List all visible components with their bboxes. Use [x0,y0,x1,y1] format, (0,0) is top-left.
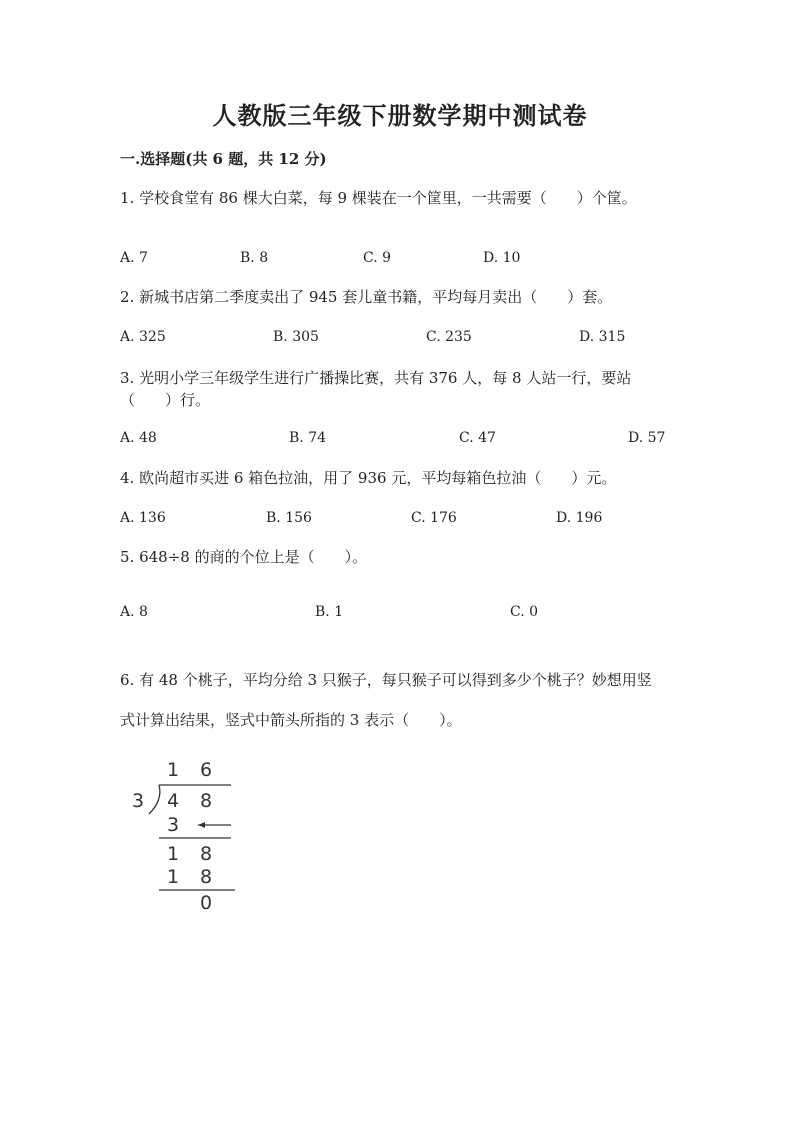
long-division-figure [125,752,245,912]
question-2: 2. 新城书店第二季度卖出了 945 套儿童书籍，平均每月卖出（ ）套。 [120,288,613,306]
dividend-digit-ones: 8 [200,790,213,812]
remainder-digit-ones: 8 [200,843,213,865]
question-1: 1. 学校食堂有 86 棵大白菜，每 9 棵装在一个筐里，一共需要（ ）个筐。 [120,189,637,207]
final-remainder: 0 [200,892,213,912]
section-heading: 一.选择题(共 6 题，共 12 分) [120,150,327,168]
q2-option-d[interactable]: D. 315 [579,329,626,345]
question-3-line1: 3. 光明小学三年级学生进行广播操比赛，共有 376 人，每 8 人站一行，要站 [120,369,632,387]
q1-option-c[interactable]: C. 9 [363,250,392,266]
dividend-digit-tens: 4 [167,790,180,812]
paper-title: 人教版三年级下册数学期中测试卷 [212,101,588,130]
q3-option-c[interactable]: C. 47 [459,430,496,446]
q4-option-c[interactable]: C. 176 [411,510,457,526]
step1-product: 3 [167,814,180,836]
divisor: 3 [132,790,145,812]
question-6 [120,660,690,740]
subtract-digit-tens: 1 [167,866,180,888]
q3-option-b[interactable]: B. 74 [289,430,327,446]
q5-option-c[interactable]: C. 0 [510,604,539,620]
quotient-digit-ones: 6 [200,759,213,781]
question-6-line2: 式计算出结果，竖式中箭头所指的 3 表示（ ）。 [120,711,462,729]
question-6-line1: 6. 有 48 个桃子，平均分给 3 只猴子，每只猴子可以得到多少个桃子？妙想用竖 [120,671,652,689]
question-4: 4. 欧尚超市买进 6 箱色拉油，用了 936 元，平均每箱色拉油（ ）元。 [120,469,617,487]
q5-option-b[interactable]: B. 1 [315,604,344,620]
q5-option-a[interactable]: A. 8 [120,604,148,620]
question-3-line2: （ ）行。 [120,391,211,409]
q3-option-d[interactable]: D. 57 [628,430,666,446]
q4-option-b[interactable]: B. 156 [266,510,312,526]
q4-option-d[interactable]: D. 196 [556,510,603,526]
q1-option-a[interactable]: A. 7 [120,250,148,266]
remainder-digit-tens: 1 [167,843,180,865]
division-bracket [149,785,160,814]
q1-option-b[interactable]: B. 8 [240,250,269,266]
q2-option-c[interactable]: C. 235 [426,329,472,345]
arrow-icon [198,822,231,828]
quotient-digit-tens: 1 [167,759,180,781]
q4-option-a[interactable]: A. 136 [120,510,166,526]
question-5: 5. 648÷8 的商的个位上是（ ）。 [120,548,368,566]
q3-option-a[interactable]: A. 48 [120,430,157,446]
q1-option-d[interactable]: D. 10 [483,250,521,266]
subtract-digit-ones: 8 [200,866,213,888]
q2-option-b[interactable]: B. 305 [273,329,319,345]
q2-option-a[interactable]: A. 325 [120,329,166,345]
